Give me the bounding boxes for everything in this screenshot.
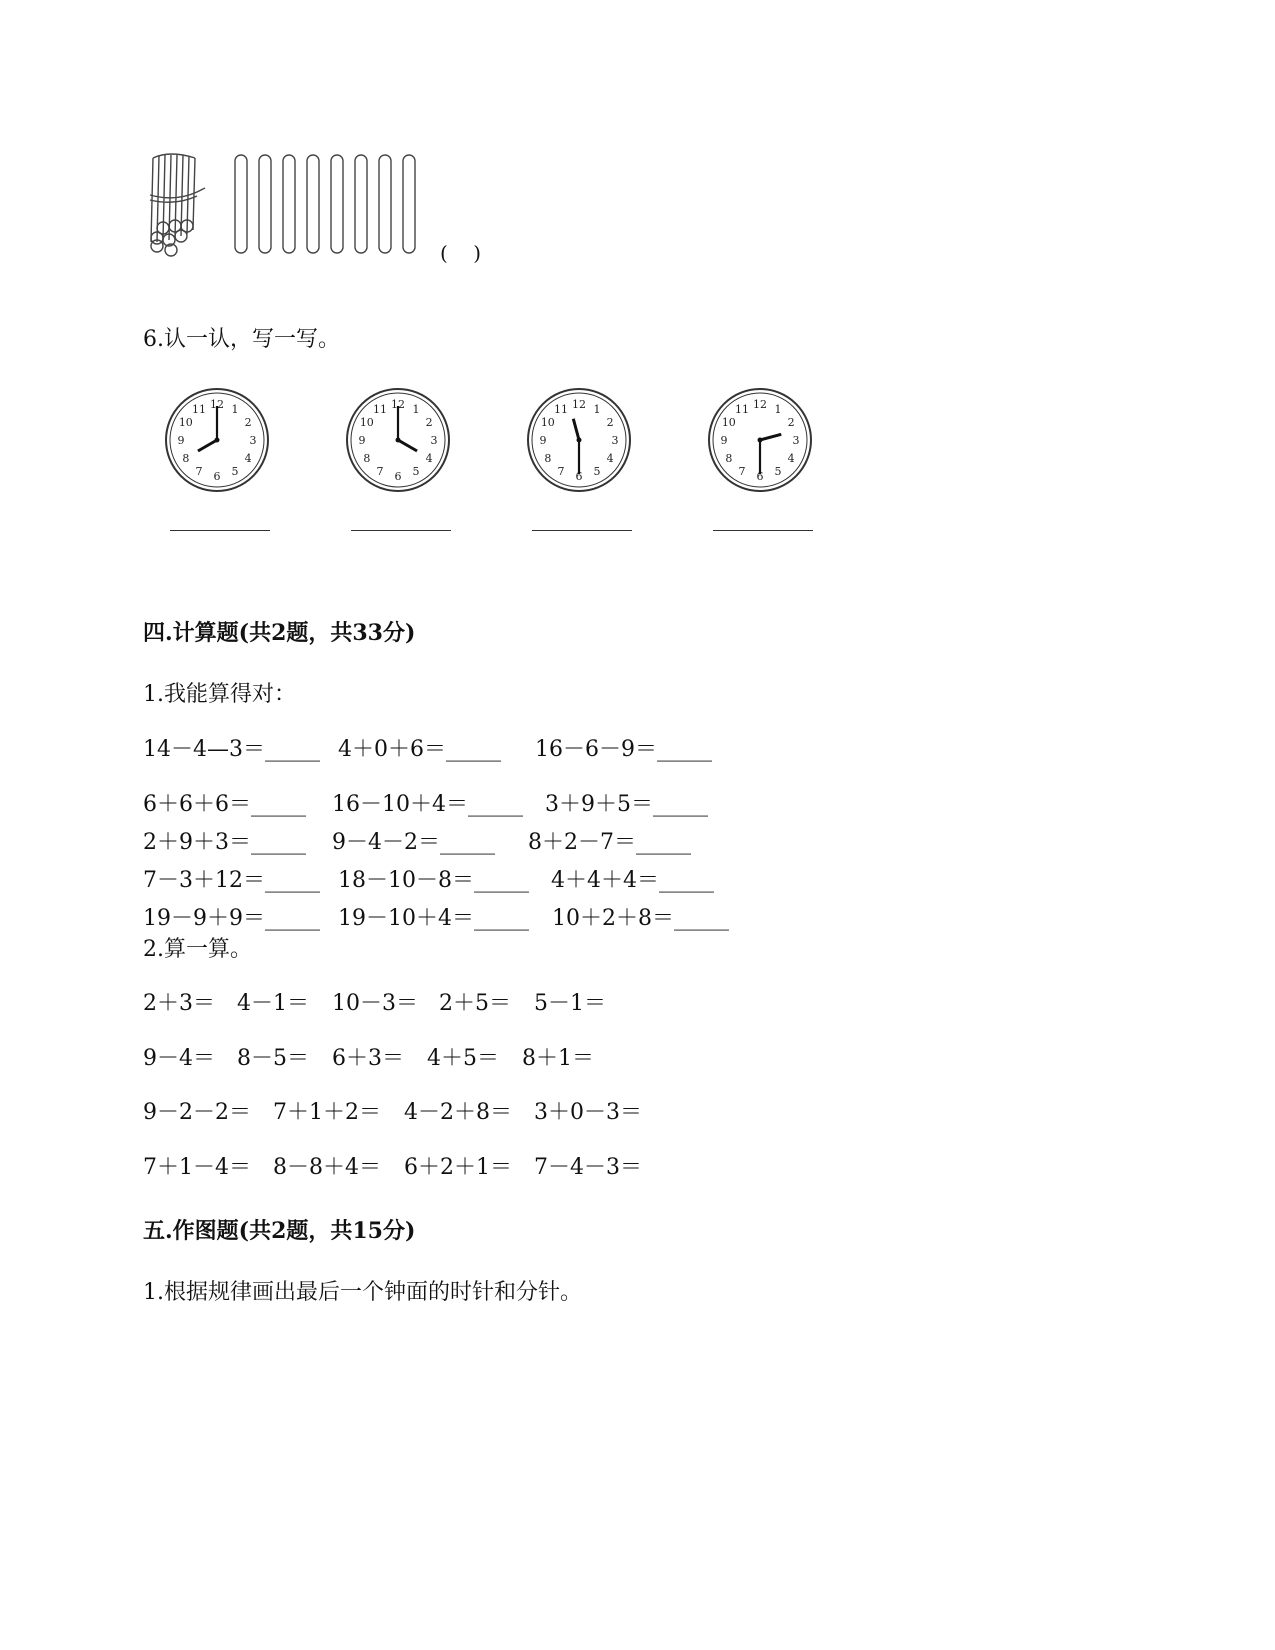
calc-row-2-item-1: 6＋6＋6＝_____ xyxy=(143,792,306,817)
clock-answer-blank-3[interactable] xyxy=(532,530,632,531)
calc-row-3-item-1: 2＋9＋3＝_____ xyxy=(143,830,306,855)
clock-number: 1 xyxy=(412,402,420,416)
calc2-row-2-item-3: 6＋3＝ xyxy=(332,1046,404,1071)
stick-bundle-icon xyxy=(150,154,205,256)
calc-row-1-item-2: 4＋0＋6＝_____ xyxy=(338,737,501,762)
clock-number: 6 xyxy=(756,470,764,483)
calc-row-1-item-1: 14－4—3＝_____ xyxy=(143,737,320,762)
single-sticks-icon xyxy=(235,155,415,253)
clock-number: 10 xyxy=(178,416,193,429)
section4-heading: 四.计算题(共2题，共33分) xyxy=(143,620,416,646)
calc2-row-2-item-5: 8＋1＝ xyxy=(522,1046,594,1071)
calc2-row-4-item-4: 7－4－3＝ xyxy=(534,1155,642,1180)
clock-number: 2 xyxy=(425,416,433,429)
clock-number: 11 xyxy=(373,402,387,416)
clock-number: 7 xyxy=(195,465,203,479)
clock-number: 5 xyxy=(412,465,420,479)
calc2-row-1-item-2: 4－1＝ xyxy=(237,991,309,1016)
clock-number: 4 xyxy=(425,452,433,465)
calc2-row-2-item-4: 4＋5＝ xyxy=(427,1046,499,1071)
calc2-row-3-item-1: 9－2－2＝ xyxy=(143,1100,251,1125)
clock-number: 3 xyxy=(611,434,619,447)
clock-face-3 xyxy=(528,389,630,491)
clock-number: 12 xyxy=(572,398,586,411)
clock-answer-blank-1[interactable] xyxy=(170,530,270,531)
calc-row-4-item-1: 7－3＋12＝_____ xyxy=(143,868,320,893)
calc2-row-1-item-4: 2＋5＝ xyxy=(439,991,511,1016)
clock-number: 3 xyxy=(430,434,438,447)
section4-q2-title: 2.算一算。 xyxy=(143,937,252,962)
clock-number: 12 xyxy=(753,398,767,411)
clock-number: 7 xyxy=(738,465,746,479)
calc-row-1-item-3: 16－6－9＝_____ xyxy=(535,737,712,762)
clock-answer-blank-4[interactable] xyxy=(713,530,813,531)
clock-number: 4 xyxy=(606,452,614,465)
clock-number: 5 xyxy=(593,465,601,479)
clock-number: 4 xyxy=(244,452,252,465)
calc2-row-2-item-2: 8－5＝ xyxy=(237,1046,309,1071)
clock-number: 6 xyxy=(394,470,402,483)
calc2-row-3-item-2: 7＋1＋2＝ xyxy=(273,1100,381,1125)
hour-hand xyxy=(398,440,417,451)
clock-number: 8 xyxy=(544,452,552,465)
clock-number: 11 xyxy=(554,402,568,416)
calc2-row-1-item-5: 5－1＝ xyxy=(534,991,606,1016)
calc-row-3-item-3: 8＋2－7＝_____ xyxy=(528,830,691,855)
clock-number: 12 xyxy=(210,398,224,411)
clock-row xyxy=(160,385,860,505)
calc-row-2-item-2: 16－10＋4＝_____ xyxy=(332,792,523,817)
calc-row-4-item-2: 18－10－8＝_____ xyxy=(338,868,529,893)
clock-number: 2 xyxy=(787,416,795,429)
clock-number: 5 xyxy=(774,465,782,479)
calc2-row-3-item-4: 3＋0－3＝ xyxy=(534,1100,642,1125)
clock-number: 1 xyxy=(593,402,601,416)
answer-paren: ( ) xyxy=(440,241,482,265)
hour-hand xyxy=(198,440,217,451)
calc2-row-1-item-1: 2＋3＝ xyxy=(143,991,215,1016)
clock-number: 9 xyxy=(358,434,366,447)
calc-row-5-item-1: 19－9＋9＝_____ xyxy=(143,906,320,931)
hour-hand xyxy=(573,419,579,440)
clock-number: 8 xyxy=(182,452,190,465)
clock-number: 11 xyxy=(735,402,749,416)
clock-number: 7 xyxy=(376,465,384,479)
calc-row-3-item-2: 9－4－2＝_____ xyxy=(332,830,495,855)
clock-number: 10 xyxy=(721,416,736,429)
clock-number: 11 xyxy=(192,402,206,416)
clock-number: 7 xyxy=(557,465,565,479)
clock-number: 9 xyxy=(720,434,728,447)
calc2-row-2-item-1: 9－4＝ xyxy=(143,1046,215,1071)
calc-row-2-item-3: 3＋9＋5＝_____ xyxy=(545,792,708,817)
clock-face-1 xyxy=(166,389,268,491)
calc2-row-3-item-3: 4－2＋8＝ xyxy=(404,1100,512,1125)
clock-number: 3 xyxy=(792,434,800,447)
section5-heading: 五.作图题(共2题，共15分) xyxy=(143,1218,416,1244)
clock-number: 8 xyxy=(725,452,733,465)
stick-bundle-figure xyxy=(145,150,465,270)
clock-number: 6 xyxy=(213,470,221,483)
hour-hand xyxy=(760,434,781,440)
clock-number: 2 xyxy=(606,416,614,429)
clock-number: 12 xyxy=(391,398,405,411)
clock-number: 8 xyxy=(363,452,371,465)
clock-number: 10 xyxy=(540,416,555,429)
calc-row-4-item-3: 4＋4＋4＝_____ xyxy=(551,868,714,893)
clock-number: 9 xyxy=(539,434,547,447)
clock-number: 1 xyxy=(231,402,239,416)
section4-q1-title: 1.我能算得对： xyxy=(143,682,296,707)
calc2-row-4-item-1: 7＋1－4＝ xyxy=(143,1155,251,1180)
calc-row-5-item-2: 19－10＋4＝_____ xyxy=(338,906,529,931)
section5-q1-title: 1.根据规律画出最后一个钟面的时针和分针。 xyxy=(143,1280,582,1305)
calc2-row-4-item-3: 6＋2＋1＝ xyxy=(404,1155,512,1180)
clock-number: 2 xyxy=(244,416,252,429)
clock-number: 6 xyxy=(575,470,583,483)
clock-number: 4 xyxy=(787,452,795,465)
calc2-row-1-item-3: 10－3＝ xyxy=(332,991,418,1016)
clock-number: 9 xyxy=(177,434,185,447)
clock-face-2 xyxy=(347,389,449,491)
clock-answer-blank-2[interactable] xyxy=(351,530,451,531)
clock-number: 5 xyxy=(231,465,239,479)
clock-number: 1 xyxy=(774,402,782,416)
clock-number: 3 xyxy=(249,434,257,447)
clock-face-4 xyxy=(709,389,811,491)
calc-row-5-item-3: 10＋2＋8＝_____ xyxy=(552,906,729,931)
clock-number: 10 xyxy=(359,416,374,429)
calc2-row-4-item-2: 8－8＋4＝ xyxy=(273,1155,381,1180)
q6-title: 6.认一认，写一写。 xyxy=(143,327,340,352)
